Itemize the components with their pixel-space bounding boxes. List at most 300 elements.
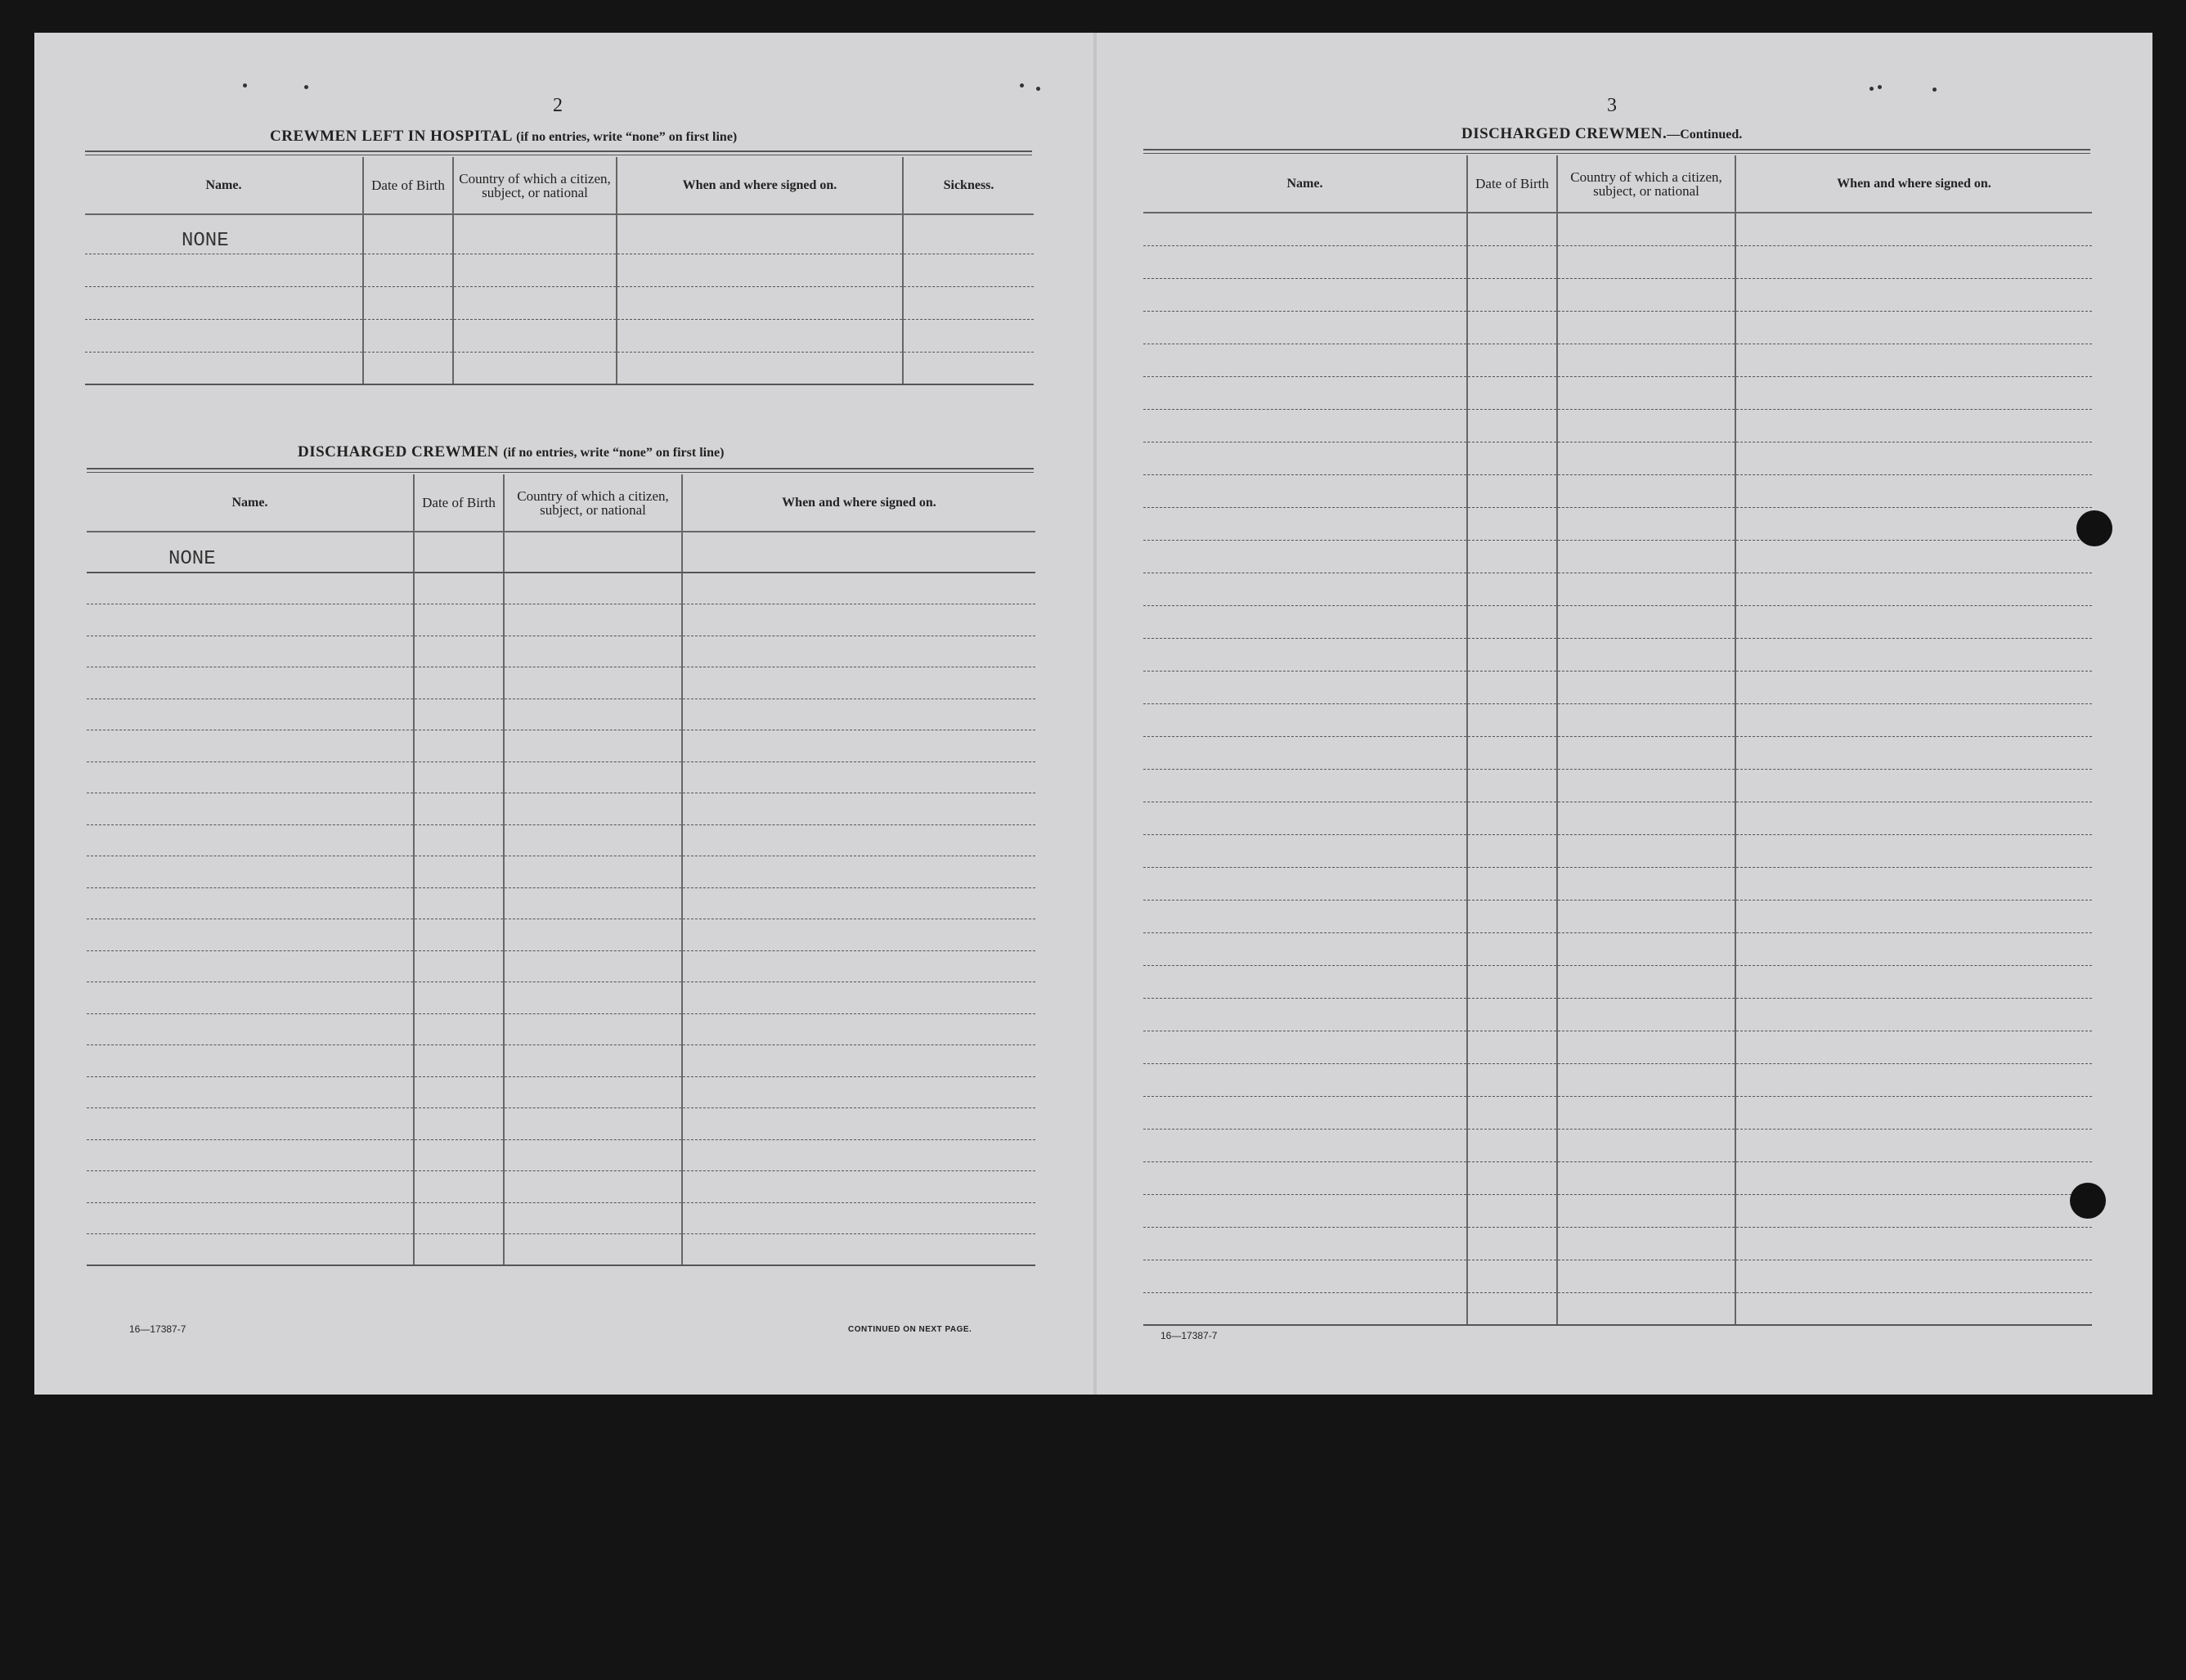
table-cell	[1143, 213, 1467, 245]
table-cell	[414, 793, 504, 825]
table-cell	[504, 824, 682, 856]
table-row	[87, 1139, 1035, 1171]
table-cell	[1557, 703, 1735, 736]
col-header-name: Name.	[87, 474, 414, 532]
table-cell	[87, 982, 414, 1014]
table-cell	[504, 919, 682, 951]
table-cell	[1467, 442, 1557, 474]
table-row	[1143, 932, 2092, 965]
ink-speck	[243, 83, 247, 88]
table-cell	[1143, 278, 1467, 311]
table-cell	[1143, 1194, 1467, 1227]
table-cell	[453, 286, 617, 319]
table-cell	[87, 950, 414, 982]
table-cell	[414, 636, 504, 667]
table-row	[1143, 1194, 2092, 1227]
discharged-section-title	[298, 443, 724, 461]
table-cell	[1143, 736, 1467, 769]
table-row	[1143, 703, 2092, 736]
table-cell	[504, 950, 682, 982]
table-cell	[414, 667, 504, 699]
table-cell	[453, 214, 617, 254]
table-cell	[85, 254, 363, 286]
table-row	[1143, 442, 2092, 474]
col-header-signed-on: When and where signed on.	[1735, 155, 2092, 213]
table-row	[1143, 540, 2092, 573]
table-cell	[903, 319, 1034, 352]
ink-speck	[1870, 87, 1874, 91]
table-cell	[414, 604, 504, 636]
table-cell	[682, 1013, 1035, 1045]
table-cell	[1143, 834, 1467, 867]
discharged-title-text: DISCHARGED CREWMEN	[298, 443, 499, 460]
table-cell	[1557, 573, 1735, 605]
discharged-table	[87, 474, 1035, 1266]
table-cell	[414, 573, 504, 604]
table-row	[1143, 344, 2092, 376]
table-cell	[1557, 769, 1735, 802]
right-top-rule	[1143, 149, 2090, 154]
discharged-entry-name	[87, 532, 414, 573]
table-cell	[1557, 278, 1735, 311]
table-cell	[1467, 834, 1557, 867]
table-cell	[1557, 1227, 1735, 1260]
table-cell	[414, 532, 504, 573]
col-header-dob: Date of Birth	[363, 157, 453, 214]
table-cell	[903, 214, 1034, 254]
table-cell	[1735, 769, 2092, 802]
table-cell	[1735, 605, 2092, 638]
table-cell	[87, 699, 414, 730]
table-cell	[504, 1045, 682, 1077]
col-header-sickness: Sickness.	[903, 157, 1034, 214]
table-cell	[1557, 376, 1735, 409]
table-cell	[1557, 1063, 1735, 1096]
table-cell	[1557, 1096, 1735, 1129]
table-cell	[504, 856, 682, 888]
table-cell	[87, 761, 414, 793]
table-cell	[1557, 311, 1735, 344]
table-cell	[1557, 1129, 1735, 1161]
table-cell	[1467, 474, 1557, 507]
table-row	[87, 573, 1035, 604]
table-cell	[1735, 867, 2092, 900]
table-cell	[414, 1139, 504, 1171]
col-header-country: Country of which a citizen, subject, or national	[504, 474, 682, 532]
table-cell	[504, 532, 682, 573]
table-cell	[1735, 507, 2092, 540]
table-cell	[1467, 1260, 1557, 1292]
table-cell	[1735, 671, 2092, 703]
table-cell	[1467, 1292, 1557, 1325]
table-cell	[1143, 1096, 1467, 1129]
table-cell	[682, 667, 1035, 699]
table-cell	[1467, 900, 1557, 932]
page-number: 3	[1607, 95, 1617, 116]
table-row	[87, 1076, 1035, 1108]
table-cell	[1735, 442, 2092, 474]
col-header-signed-on: When and where signed on.	[682, 474, 1035, 532]
table-row	[87, 1234, 1035, 1266]
table-cell	[363, 254, 453, 286]
table-cell	[85, 319, 363, 352]
table-cell	[504, 1171, 682, 1203]
table-cell	[504, 887, 682, 919]
table-cell	[1467, 671, 1557, 703]
table-cell	[1557, 736, 1735, 769]
table-cell	[414, 1171, 504, 1203]
table-cell	[682, 573, 1035, 604]
table-cell	[1557, 1031, 1735, 1063]
table-cell	[504, 667, 682, 699]
ink-speck	[1036, 87, 1040, 91]
table-cell	[682, 730, 1035, 762]
table-cell	[87, 730, 414, 762]
table-row	[87, 699, 1035, 730]
table-cell	[1143, 1260, 1467, 1292]
table-cell	[414, 1234, 504, 1266]
table-cell	[504, 793, 682, 825]
table-cell	[682, 1045, 1035, 1077]
table-cell	[1557, 507, 1735, 540]
table-cell	[87, 793, 414, 825]
col-header-dob: Date of Birth	[1467, 155, 1557, 213]
table-row	[1143, 245, 2092, 278]
table-cell	[1735, 802, 2092, 834]
table-cell	[1735, 213, 2092, 245]
form-code: 16—17387-7	[129, 1323, 186, 1335]
table-cell	[414, 919, 504, 951]
table-cell	[682, 824, 1035, 856]
table-cell	[1467, 736, 1557, 769]
hospital-title-text: CREWMEN LEFT IN HOSPITAL	[270, 128, 512, 145]
table-cell	[414, 950, 504, 982]
table-cell	[1735, 474, 2092, 507]
hospital-entry-name	[85, 214, 363, 254]
table-cell	[903, 352, 1034, 384]
table-cell	[1557, 474, 1735, 507]
col-header-name: Name.	[1143, 155, 1467, 213]
discharged-subtitle-text: (if no entries, write “none” on first line)	[503, 446, 725, 460]
table-cell	[1735, 834, 2092, 867]
col-header-name: Name.	[85, 157, 363, 214]
table-row	[87, 856, 1035, 888]
table-cell	[87, 604, 414, 636]
table-cell	[1735, 736, 2092, 769]
table-row	[1143, 671, 2092, 703]
discharged-continued-table	[1143, 155, 2092, 1326]
table-cell	[1143, 638, 1467, 671]
page-number: 2	[553, 95, 563, 116]
table-cell	[414, 761, 504, 793]
table-row	[1143, 1161, 2092, 1194]
table-cell	[87, 1139, 414, 1171]
table-cell	[1143, 376, 1467, 409]
table-cell	[682, 856, 1035, 888]
table-cell	[1467, 1194, 1557, 1227]
table-cell	[1735, 1227, 2092, 1260]
table-cell	[682, 982, 1035, 1014]
table-cell	[1467, 1161, 1557, 1194]
table-row	[1143, 998, 2092, 1031]
table-row	[1143, 802, 2092, 834]
table-cell	[1143, 573, 1467, 605]
table-cell	[1735, 1161, 2092, 1194]
table-cell	[414, 1045, 504, 1077]
table-row	[1143, 769, 2092, 802]
table-cell	[682, 699, 1035, 730]
table-cell	[1557, 213, 1735, 245]
table-cell	[1467, 769, 1557, 802]
table-cell	[1735, 932, 2092, 965]
table-cell	[1143, 769, 1467, 802]
table-cell	[682, 950, 1035, 982]
table-row	[1143, 834, 2092, 867]
table-cell	[504, 1108, 682, 1140]
discharged-none-entry: NONE	[168, 548, 216, 570]
table-cell	[1735, 1063, 2092, 1096]
table-cell	[85, 286, 363, 319]
table-cell	[1557, 1260, 1735, 1292]
discharged-continued-title	[1461, 125, 1742, 143]
table-row	[1143, 965, 2092, 998]
ink-speck	[1932, 88, 1937, 92]
table-row	[87, 793, 1035, 825]
ink-speck	[304, 85, 308, 89]
hospital-subtitle-text: (if no entries, write “none” on first line)	[516, 130, 738, 144]
table-row	[87, 1013, 1035, 1045]
table-cell	[1143, 703, 1467, 736]
table-cell	[1467, 344, 1557, 376]
table-cell	[87, 824, 414, 856]
table-row	[87, 730, 1035, 762]
table-cell	[414, 1076, 504, 1108]
table-cell	[1735, 540, 2092, 573]
table-row	[87, 887, 1035, 919]
table-cell	[414, 699, 504, 730]
table-cell	[1467, 376, 1557, 409]
table-cell	[1143, 965, 1467, 998]
table-cell	[414, 824, 504, 856]
table-cell	[414, 1108, 504, 1140]
hospital-none-entry: NONE	[182, 229, 229, 252]
col-header-country: Country of which a citizen, subject, or national	[453, 157, 617, 214]
form-code: 16—17387-7	[1160, 1330, 1218, 1341]
table-cell	[1735, 703, 2092, 736]
table-cell	[1735, 638, 2092, 671]
table-cell	[363, 214, 453, 254]
table-cell	[363, 286, 453, 319]
continued-suffix: —Continued.	[1667, 128, 1743, 141]
table-cell	[1467, 605, 1557, 638]
table-cell	[682, 636, 1035, 667]
table-cell	[1735, 409, 2092, 442]
table-cell	[1735, 278, 2092, 311]
table-cell	[1557, 1194, 1735, 1227]
table-row	[87, 1045, 1035, 1077]
table-cell	[617, 254, 903, 286]
table-cell	[1557, 867, 1735, 900]
table-cell	[414, 1202, 504, 1234]
table-cell	[87, 1013, 414, 1045]
table-cell	[1143, 1227, 1467, 1260]
table-cell	[1557, 638, 1735, 671]
table-cell	[1467, 638, 1557, 671]
table-row	[1143, 507, 2092, 540]
table-row	[87, 1108, 1035, 1140]
table-cell	[617, 286, 903, 319]
table-row	[1143, 409, 2092, 442]
table-cell	[87, 1234, 414, 1266]
table-row	[87, 1202, 1035, 1234]
document-sheet	[34, 33, 2152, 1395]
table-cell	[504, 1013, 682, 1045]
table-cell	[1467, 1129, 1557, 1161]
ink-speck	[1020, 83, 1024, 88]
table-cell	[1467, 278, 1557, 311]
punch-hole	[2076, 510, 2112, 546]
table-cell	[414, 730, 504, 762]
table-cell	[1735, 376, 2092, 409]
table-cell	[682, 604, 1035, 636]
table-cell	[1143, 605, 1467, 638]
table-cell	[1557, 671, 1735, 703]
table-cell	[1735, 900, 2092, 932]
table-cell	[1143, 442, 1467, 474]
table-cell	[504, 761, 682, 793]
table-cell	[1143, 409, 1467, 442]
table-cell	[1557, 1161, 1735, 1194]
table-row	[87, 982, 1035, 1014]
table-cell	[87, 1108, 414, 1140]
table-cell	[504, 604, 682, 636]
table-cell	[87, 887, 414, 919]
table-cell	[453, 254, 617, 286]
table-row	[1143, 573, 2092, 605]
table-cell	[1557, 932, 1735, 965]
table-cell	[1467, 1031, 1557, 1063]
table-cell	[682, 1108, 1035, 1140]
table-row	[1143, 474, 2092, 507]
table-cell	[617, 214, 903, 254]
table-cell	[1143, 1129, 1467, 1161]
table-row	[1143, 736, 2092, 769]
table-cell	[1735, 965, 2092, 998]
table-cell	[1467, 1096, 1557, 1129]
table-cell	[1557, 344, 1735, 376]
table-cell	[1143, 802, 1467, 834]
table-cell	[504, 1234, 682, 1266]
table-cell	[453, 319, 617, 352]
table-cell	[1467, 311, 1557, 344]
table-cell	[1143, 671, 1467, 703]
table-cell	[682, 887, 1035, 919]
table-cell	[1467, 245, 1557, 278]
ink-speck	[1878, 85, 1882, 89]
table-cell	[682, 1171, 1035, 1203]
table-cell	[87, 856, 414, 888]
table-cell	[363, 352, 453, 384]
table-cell	[682, 1202, 1035, 1234]
table-cell	[1143, 1063, 1467, 1096]
table-cell	[87, 1045, 414, 1077]
table-cell	[87, 1202, 414, 1234]
col-header-dob: Date of Birth	[414, 474, 504, 532]
table-row	[1143, 1063, 2092, 1096]
table-cell	[1143, 1031, 1467, 1063]
table-cell	[682, 1076, 1035, 1108]
table-cell	[682, 793, 1035, 825]
table-cell	[1467, 703, 1557, 736]
table-cell	[504, 730, 682, 762]
table-cell	[414, 856, 504, 888]
table-cell	[1467, 867, 1557, 900]
table-row	[1143, 311, 2092, 344]
table-cell	[504, 982, 682, 1014]
table-row	[1143, 605, 2092, 638]
table-row	[1143, 1292, 2092, 1325]
table-cell	[1557, 245, 1735, 278]
table-cell	[1467, 507, 1557, 540]
table-cell	[87, 1076, 414, 1108]
table-row	[1143, 1031, 2092, 1063]
table-cell	[1467, 1227, 1557, 1260]
table-cell	[1557, 442, 1735, 474]
table-row	[87, 1171, 1035, 1203]
right-page	[1097, 33, 2152, 1395]
table-cell	[85, 352, 363, 384]
table-row	[1143, 1129, 2092, 1161]
hospital-section-title	[270, 128, 737, 146]
table-cell	[682, 1234, 1035, 1266]
table-cell	[1557, 834, 1735, 867]
table-row	[1143, 1227, 2092, 1260]
table-cell	[1143, 507, 1467, 540]
hospital-top-rule	[85, 150, 1032, 155]
table-row	[87, 824, 1035, 856]
table-row	[1143, 1096, 2092, 1129]
table-cell	[87, 636, 414, 667]
table-cell	[1557, 540, 1735, 573]
table-cell	[682, 532, 1035, 573]
table-cell	[1735, 998, 2092, 1031]
table-cell	[1467, 540, 1557, 573]
table-row	[1143, 900, 2092, 932]
table-cell	[1735, 1096, 2092, 1129]
table-cell	[1143, 867, 1467, 900]
table-cell	[1143, 344, 1467, 376]
table-cell	[903, 286, 1034, 319]
table-cell	[1467, 573, 1557, 605]
table-cell	[1735, 573, 2092, 605]
table-cell	[1557, 409, 1735, 442]
table-cell	[1735, 311, 2092, 344]
table-cell	[1143, 1161, 1467, 1194]
table-cell	[1735, 1194, 2092, 1227]
table-cell	[1143, 311, 1467, 344]
table-cell	[1467, 1063, 1557, 1096]
table-cell	[1557, 900, 1735, 932]
table-cell	[682, 1139, 1035, 1171]
continued-note: CONTINUED ON NEXT PAGE.	[848, 1325, 972, 1334]
table-cell	[1557, 965, 1735, 998]
table-row	[1143, 867, 2092, 900]
table-cell	[87, 919, 414, 951]
table-cell	[1143, 245, 1467, 278]
table-cell	[1557, 998, 1735, 1031]
table-cell	[414, 1013, 504, 1045]
table-cell	[1467, 965, 1557, 998]
